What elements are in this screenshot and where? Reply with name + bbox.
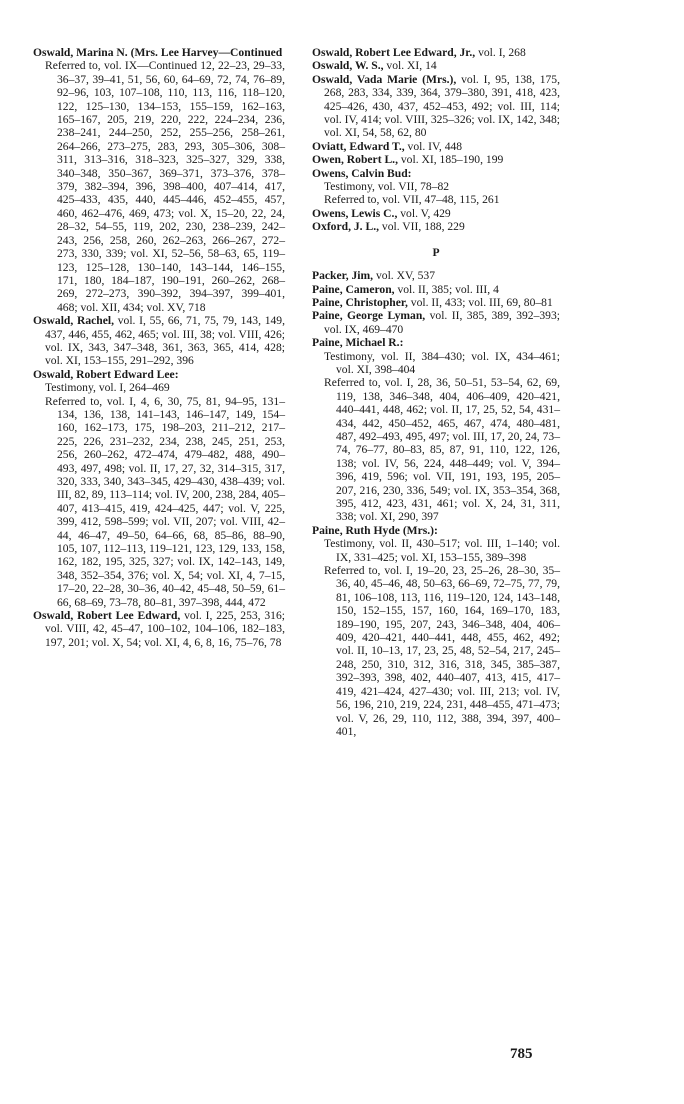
index-subentry: Referred to, vol. VII, 47–48, 115, 261: [324, 193, 500, 207]
section-letter: P: [432, 245, 440, 259]
index-entry-heading: Paine, Christopher,: [312, 295, 408, 309]
index-entry: [312, 220, 560, 233]
index-subentry: Testimony, vol. I, 264–469: [45, 381, 170, 395]
index-entry: [312, 296, 560, 309]
index-entry: [312, 73, 560, 140]
index-entry: [312, 269, 560, 282]
index-entry-heading: Oswald, Robert Lee Edward,: [33, 609, 181, 623]
left-column: [33, 46, 285, 649]
index-entry-references: vol. V, 429: [397, 206, 451, 220]
index-subentry: Testimony, vol. VII, 78–82: [324, 180, 450, 194]
index-entry: [312, 46, 560, 59]
index-entry: [312, 524, 560, 537]
index-entry: [33, 46, 285, 59]
index-subentry: Referred to, vol. I, 28, 36, 50–51, 53–54, 62, 69, 119, 138, 346–348, 404, 406–409, 420–421, 440–441, 448, 462; vol. II, 17, 25, 52, 54, 431–434, 442, 450–452, 465, 467, 474, 480–481, 487, 492–493, 495, 497; vol. III, 17, 20, 24, 73–74, 76–77, 80–83, 85, 87, 91, 110, 122, 126, 138; vol. IV, 56, 224, 448–449; vol. V, 394–396, 419, 596; vol. VII, 191, 193, 195, 205–207, 216, 230, 336, 549; vol. IX, 353–354, 368, 395, 412, 423, 431, 461; vol. X, 24, 31, 311, 338; vol. XI, 290, 397: [324, 376, 560, 524]
index-entry-references: vol. I, 268: [475, 46, 526, 59]
index-entry: [312, 283, 560, 296]
index-entry-heading: Owen, Robert L.,: [312, 153, 398, 167]
index-entry-references: vol. II, 433; vol. III, 69, 80–81: [407, 295, 553, 309]
index-subentry: Referred to, vol. IX—Continued 12, 22–23, 29–33, 36–37, 39–41, 51, 56, 60, 64–69, 72, 74, 76–89, 92–96, 103, 107–108, 110, 113, 116, 118–120, 122, 125–130, 134–153, 155–159, 162–163, 165–167, 205, 219, 220, 222, 224–234, 236, 238–241, 244–250, 252, 255–256, 258–261, 264–266, 273–275, 283, 293, 305–306, 308–311, 313–316, 318–323, 325–327, 329, 338, 340–348, 350–367, 369–371, 373–376, 378–379, 382–394, 396, 398–400, 407–414, 417, 425–433, 435, 440, 445–446, 452–455, 457, 460, 462–476, 469, 473; vol. X, 15–20, 22, 24, 28–32, 54–55, 119, 202, 230, 238–239, 242–243, 256, 258, 260, 262–263, 266–267, 272–273, 330, 339; vol. XI, 52–56, 58–63, 65, 119–123, 125–128, 130–140, 143–144, 146–155, 171, 180, 184–187, 190–191, 260–262, 268–269, 272–273, 390–392, 394–397, 399–401, 468; vol. XII, 434; vol. XV, 718: [45, 59, 285, 314]
index-subentry: Referred to, vol. I, 4, 6, 30, 75, 81, 94–95, 131–134, 136, 138, 141–143, 146–147, 149, 154–160, 162–173, 175, 198–203, 211–212, 217–225, 226, 231–232, 234, 238, 245, 251, 253, 256, 260–262, 472–474, 479–482, 488, 490–493, 497, 498; vol. II, 17, 27, 32, 314–315, 317, 320, 333, 340, 343–345, 429–430, 438–439; vol. III, 82, 89, 113–114; vol. IV, 200, 238, 284, 405–407, 413–415, 419, 424–425, 447; vol. V, 225, 399, 412, 598–599; vol. VII, 207; vol. VIII, 42–44, 46–47, 49–50, 64–66, 68, 85–86, 88–90, 105, 107, 112–113, 119–121, 123, 129, 133, 158, 162, 182, 195, 325, 327; vol. IX, 142–143, 149, 348, 352–354, 376; vol. X, 54; vol. XI, 4, 7–15, 17–20, 22–28, 30–36, 40–42, 45–48, 50–59, 61–66, 68–69, 73–78, 80–81, 397–398, 444, 472: [45, 394, 285, 609]
index-entry-references: vol. XI, 14: [383, 59, 437, 73]
index-entry-heading: Paine, Ruth Hyde (Mrs.):: [312, 523, 438, 537]
index-entry-heading: Oswald, Marina N. (Mrs. Lee Harvey—Continued: [33, 46, 283, 59]
index-entry-heading: Paine, George Lyman,: [312, 309, 426, 323]
index-entry-heading: Oxford, J. L.,: [312, 220, 379, 234]
index-entry-heading: Packer, Jim,: [312, 269, 374, 283]
index-entry: [312, 167, 560, 180]
index-subentry: Testimony, vol. II, 430–517; vol. III, 1–140; vol. IX, 331–425; vol. XI, 153–155, 389–398: [324, 537, 560, 564]
index-entry: [312, 140, 560, 153]
index-entry-heading: Oswald, Vada Marie (Mrs.),: [312, 72, 457, 86]
index-entry-references: vol. II, 385, 389, 392–393; vol. IX, 469–470: [324, 309, 561, 336]
index-entry-references: vol. XI, 185–190, 199: [397, 153, 504, 167]
page-number: 785: [510, 1046, 533, 1062]
index-entry: [312, 336, 560, 349]
index-entry-references: vol. I, 95, 138, 175, 268, 283, 334, 339, 364, 379–380, 391, 418, 423, 425–426, 430, 437, 452–453, 492; vol. III, 114; vol. IV, 414; vol. VIII, 325–326; vol. IX, 142, 348; vol. XI, 54, 58, 62, 80: [324, 72, 560, 140]
index-entry: [312, 59, 560, 72]
index-entry-references: vol. I, 55, 66, 71, 75, 79, 143, 149, 437, 446, 455, 462, 465; vol. III, 38; vol. VIII, 426; vol. IX, 343, 347–348, 361, 363, 365, 414, 428; vol. XI, 153–155, 291–292, 396: [45, 314, 285, 368]
index-entry-references: vol. II, 385; vol. III, 4: [394, 282, 499, 296]
index-entry-references: vol. XV, 537: [373, 269, 436, 283]
index-entry-heading: Oviatt, Edward T.,: [312, 139, 405, 153]
index-entry-heading: Paine, Michael R.:: [312, 336, 404, 350]
index-entry-heading: Owens, Calvin Bud:: [312, 166, 412, 180]
right-column: [312, 46, 560, 738]
index-entry: [33, 368, 285, 381]
index-entry-heading: Paine, Cameron,: [312, 282, 395, 296]
index-subentry: Referred to, vol. I, 19–20, 23, 25–26, 28–30, 35–36, 40, 45–46, 48, 50–63, 66–69, 72–75, 77, 79, 81, 106–108, 113, 116, 119–120, 124, 143–148, 150, 152–155, 157, 160, 164, 169–170, 183, 189–190, 195, 207, 243, 346–348, 404, 406–409, 420–421, 440–441, 448, 455, 462, 492; vol. II, 10–13, 17, 23, 25, 48, 52–54, 217, 245–248, 250, 310, 312, 316, 318, 345, 385–387, 392–393, 398, 402, 440–407, 413, 415, 417–419, 421–424, 427–430; vol. III, 213; vol. IV, 56, 196, 210, 219, 224, 231, 448–455, 471–473; vol. V, 26, 29, 110, 112, 388, 394, 397, 400–401,: [324, 564, 560, 738]
index-entry-heading: Oswald, Rachel,: [33, 314, 115, 328]
index-entry-heading: Oswald, Robert Edward Lee:: [33, 367, 179, 381]
index-entry: [312, 153, 560, 166]
index-entry: [33, 609, 285, 649]
index-entry-references: vol. VII, 188, 229: [379, 220, 465, 234]
index-entry-heading: Owens, Lewis C.,: [312, 206, 398, 220]
index-entry-heading: Oswald, W. S.,: [312, 59, 384, 73]
index-entry-references: vol. IV, 448: [404, 139, 463, 153]
index-entry: [33, 314, 285, 368]
index-entry-references: vol. I, 225, 253, 316; vol. VIII, 42, 45–47, 100–102, 104–106, 182–183, 197, 201; vol. X, 54; vol. XI, 4, 6, 8, 16, 75–76, 78: [45, 609, 285, 649]
index-entry: [312, 207, 560, 220]
index-entry: [312, 309, 560, 336]
index-entry-heading: Oswald, Robert Lee Edward, Jr.,: [312, 46, 476, 59]
index-subentry: Testimony, vol. II, 384–430; vol. IX, 434–461; vol. XI, 398–404: [324, 349, 560, 376]
